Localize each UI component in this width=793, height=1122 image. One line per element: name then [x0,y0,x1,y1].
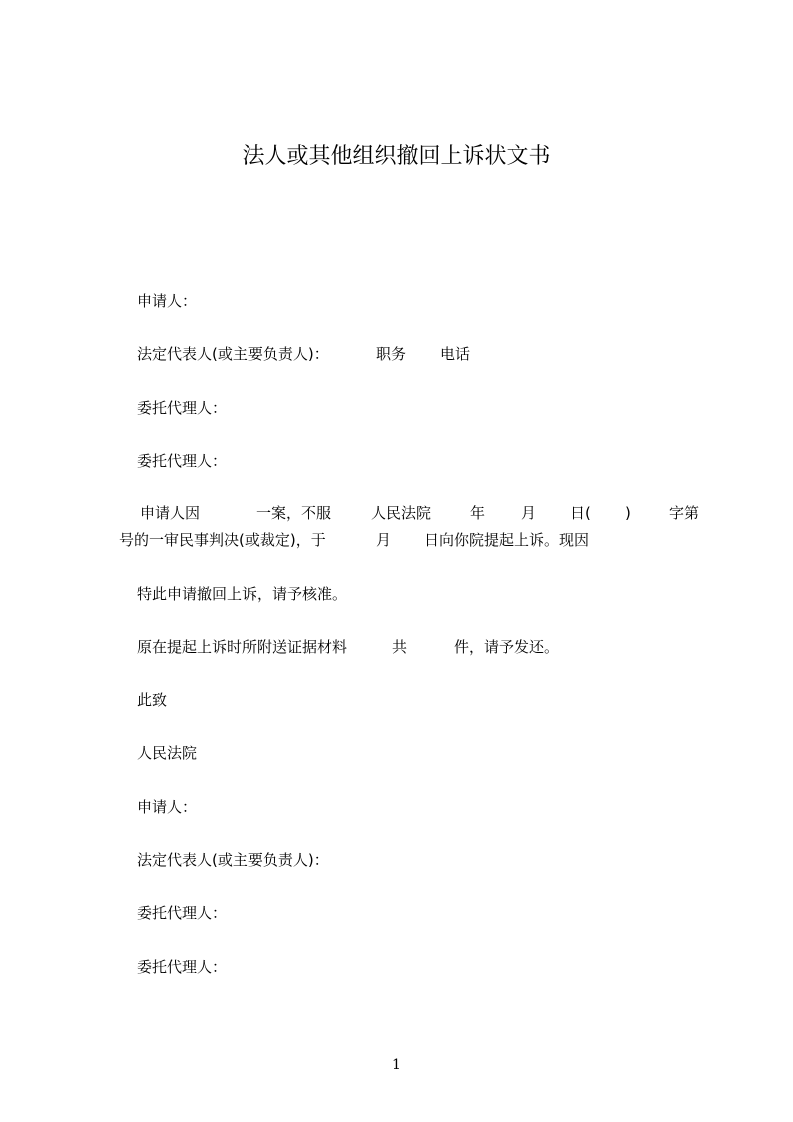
body-line-1 [119,500,704,527]
agent-label-1: 委托代理人： [137,399,228,417]
body-text: 日向你院提起上诉。现因 [424,531,590,549]
body-text: 人民法院 [371,504,432,522]
request-statement: 特此申请撤回上诉，请予核准。 [137,585,348,603]
body-text: 月 [521,504,537,522]
body-line-2 [119,527,704,554]
signature-agent-2: 委托代理人： [137,958,228,976]
agent-label-2: 委托代理人： [137,452,228,470]
body-text: 月 [376,531,392,549]
signature-applicant: 申请人： [137,798,198,816]
position-label: 职务 [376,345,407,363]
court-name: 人民法院 [137,744,198,762]
evidence-statement: 原在提起上诉时所附送证据材料 [137,638,348,656]
signature-agent-1: 委托代理人： [137,904,228,922]
legal-representative-label: 法定代表人(或主要负责人)： [137,345,329,363]
body-text: 号的一审民事判决(或裁定)，于 [119,531,326,549]
body-text: ) [625,504,631,522]
salutation: 此致 [137,691,168,709]
signature-legal-representative: 法定代表人(或主要负责人)： [137,851,329,869]
document-title: 法人或其他组织撤回上诉状文书 [242,144,551,169]
phone-label: 电话 [440,345,471,363]
body-text: 年 [470,504,486,522]
body-text: 日( [570,504,591,522]
evidence-statement: 件，请予发还。 [454,638,560,656]
page-number: 1 [392,1057,401,1073]
applicant-label: 申请人： [137,292,198,310]
body-text: 字第 [669,504,700,522]
body-text: 一案，不服 [256,504,332,522]
body-paragraph [119,500,704,554]
body-text: 申请人因 [140,504,201,522]
evidence-statement: 共 [392,638,408,656]
